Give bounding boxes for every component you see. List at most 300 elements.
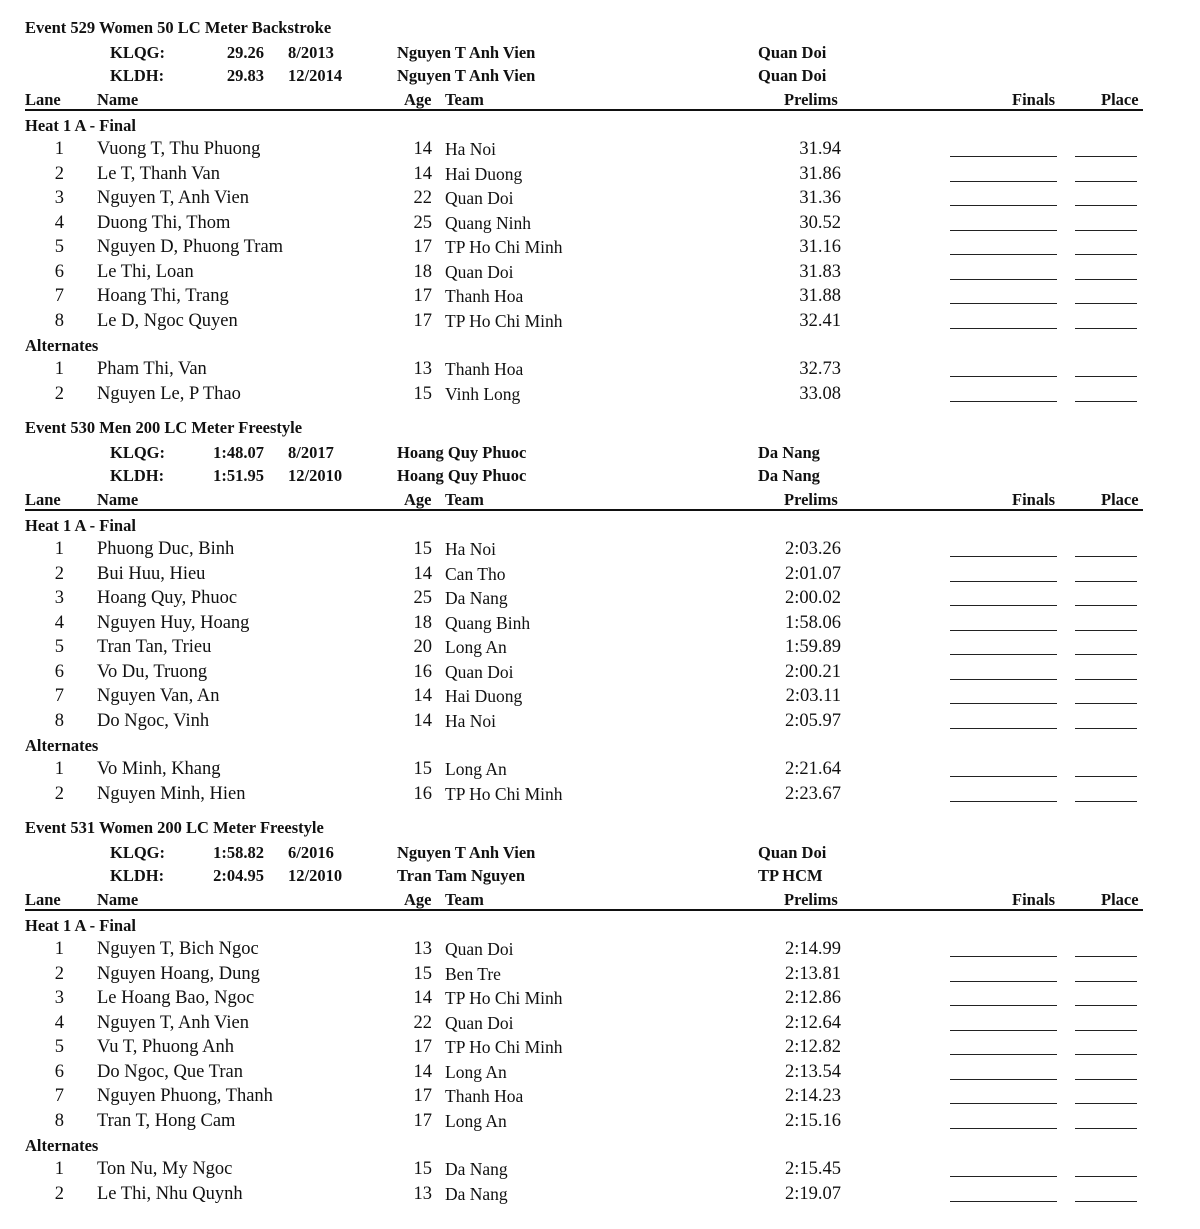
- record-date: 12/2014: [288, 66, 343, 85]
- table-row: [0, 686, 1200, 711]
- record-time: 29.26: [226, 43, 264, 62]
- swimmer-name: Nguyen Minh, Hien: [97, 783, 246, 804]
- record-team: Quan Doi: [758, 843, 827, 862]
- record-time: 1:58.82: [213, 843, 264, 862]
- record-holder: Tran Tam Nguyen: [397, 866, 526, 885]
- swimmer-age: 18: [413, 261, 432, 282]
- finals-blank: [950, 181, 1057, 182]
- prelims-time: 32.41: [799, 310, 841, 331]
- place-blank: [1075, 581, 1137, 582]
- record-holder: Nguyen T Anh Vien: [397, 43, 536, 62]
- place-blank: [1075, 703, 1137, 704]
- record-team: TP HCM: [758, 866, 823, 885]
- swimmer-name: Tran Tan, Trieu: [97, 637, 212, 657]
- record-team: Da Nang: [758, 443, 820, 462]
- place-blank: [1075, 728, 1137, 729]
- record-time: 1:48.07: [213, 443, 264, 462]
- swimmer-name: Le Thi, Nhu Quynh: [97, 1183, 243, 1204]
- lane-number: 7: [54, 1086, 64, 1106]
- finals-blank: [950, 728, 1057, 729]
- place-blank: [1075, 230, 1137, 231]
- swimmer-team: Quan Doi: [445, 939, 514, 959]
- finals-blank: [950, 679, 1057, 680]
- place-blank: [1075, 401, 1137, 402]
- swimmer-team: TP Ho Chi Minh: [445, 783, 563, 804]
- swimmer-name: Vuong T, Thu Phuong: [97, 139, 261, 159]
- swimmer-team: Hai Duong: [445, 686, 523, 706]
- finals-blank: [950, 654, 1057, 655]
- table-row: [0, 1013, 1200, 1038]
- lane-number: 2: [54, 563, 64, 584]
- finals-blank: [950, 1176, 1057, 1177]
- header-place: Place: [1101, 890, 1139, 909]
- prelims-time: 2:23.67: [784, 783, 841, 804]
- swimmer-age: 18: [413, 612, 432, 633]
- prelims-time: 2:00.21: [784, 661, 841, 682]
- swimmer-age: 15: [413, 1159, 432, 1179]
- place-blank: [1075, 956, 1137, 957]
- swimmer-team: Ben Tre: [445, 963, 501, 984]
- lane-number: 7: [54, 686, 64, 706]
- swimmer-name: Nguyen D, Phuong Tram: [97, 237, 284, 257]
- table-row: [0, 988, 1200, 1013]
- lane-number: 3: [54, 188, 64, 208]
- swimmer-age: 22: [413, 1012, 432, 1033]
- swimmer-age: 13: [413, 939, 432, 959]
- table-row: [0, 1037, 1200, 1062]
- swimmer-team: Quang Ninh: [445, 212, 532, 233]
- swimmer-name: Tran T, Hong Cam: [97, 1110, 236, 1131]
- swimmer-name: Le T, Thanh Van: [97, 163, 220, 184]
- swimmer-age: 14: [413, 1061, 432, 1082]
- lane-number: 8: [54, 1110, 64, 1131]
- lane-number: 2: [54, 783, 64, 804]
- table-row: [0, 1111, 1200, 1136]
- header-name: Name: [97, 490, 139, 509]
- swimmer-name: Vo Minh, Khang: [97, 759, 221, 779]
- swimmer-age: 22: [413, 188, 432, 208]
- lane-number: 7: [54, 286, 64, 306]
- header-prelims: Prelims: [784, 490, 838, 509]
- swimmer-age: 14: [413, 163, 432, 184]
- place-blank: [1075, 654, 1137, 655]
- place-blank: [1075, 776, 1137, 777]
- finals-blank: [950, 1201, 1057, 1202]
- prelims-time: 2:05.97: [784, 710, 841, 731]
- header-finals: Finals: [1012, 490, 1056, 509]
- record-label: KLQG:: [110, 43, 166, 62]
- heat-label: Heat 1 A - Final: [25, 916, 136, 935]
- swimmer-team: Quan Doi: [445, 1012, 514, 1033]
- place-blank: [1075, 1030, 1137, 1031]
- swimmer-age: 14: [413, 563, 432, 584]
- prelims-time: 2:12.64: [784, 1012, 841, 1033]
- swimmer-age: 15: [413, 383, 432, 404]
- place-blank: [1075, 801, 1137, 802]
- record-label: KLQG:: [110, 843, 166, 862]
- finals-blank: [950, 556, 1057, 557]
- lane-number: 2: [54, 383, 64, 404]
- table-row: [0, 188, 1200, 213]
- place-blank: [1075, 1201, 1137, 1202]
- record-label: KLQG:: [110, 443, 166, 462]
- place-blank: [1075, 254, 1137, 255]
- record-team: Quan Doi: [758, 43, 827, 62]
- swimmer-age: 15: [413, 539, 432, 559]
- swimmer-team: Hai Duong: [445, 163, 523, 184]
- lane-number: 6: [54, 261, 64, 282]
- finals-blank: [950, 703, 1057, 704]
- swimmer-team: Thanh Hoa: [445, 1086, 524, 1106]
- header-team: Team: [445, 890, 484, 909]
- record-time: 2:04.95: [213, 866, 264, 885]
- table-row: [0, 262, 1200, 287]
- lane-number: 4: [54, 212, 64, 233]
- swimmer-age: 15: [413, 759, 432, 779]
- finals-blank: [950, 605, 1057, 606]
- prelims-time: 2:00.02: [784, 588, 841, 608]
- prelims-time: 2:13.54: [784, 1061, 841, 1082]
- lane-number: 1: [54, 539, 64, 559]
- swimmer-team: Long An: [445, 637, 507, 657]
- lane-number: 6: [54, 1061, 64, 1082]
- prelims-time: 2:15.16: [784, 1110, 841, 1131]
- header-rule: [25, 109, 1143, 111]
- finals-blank: [950, 581, 1057, 582]
- place-blank: [1075, 1054, 1137, 1055]
- lane-number: 4: [54, 612, 64, 633]
- place-blank: [1075, 630, 1137, 631]
- table-row: [0, 213, 1200, 238]
- table-row: [0, 637, 1200, 662]
- header-rule: [25, 909, 1143, 911]
- swimmer-age: 14: [413, 988, 432, 1008]
- place-blank: [1075, 328, 1137, 329]
- finals-blank: [950, 956, 1057, 957]
- heat-label: Heat 1 A - Final: [25, 516, 136, 535]
- swimmer-age: 15: [413, 963, 432, 984]
- prelims-time: 32.73: [799, 359, 841, 379]
- swimmer-team: Long An: [445, 1061, 507, 1082]
- table-row: [0, 1086, 1200, 1111]
- finals-blank: [950, 303, 1057, 304]
- table-row: [0, 311, 1200, 336]
- swimmer-team: TP Ho Chi Minh: [445, 237, 563, 257]
- finals-blank: [950, 801, 1057, 802]
- header-name: Name: [97, 890, 139, 909]
- swimmer-age: 17: [413, 286, 432, 306]
- finals-blank: [950, 205, 1057, 206]
- place-blank: [1075, 556, 1137, 557]
- prelims-time: 31.86: [799, 163, 841, 184]
- prelims-time: 2:14.23: [784, 1086, 841, 1106]
- swimmer-name: Phuong Duc, Binh: [97, 539, 235, 559]
- event-title: Event 531 Women 200 LC Meter Freestyle: [25, 818, 324, 837]
- swimmer-team: Long An: [445, 1110, 507, 1131]
- table-row: [0, 784, 1200, 809]
- prelims-time: 30.52: [799, 212, 841, 233]
- swimmer-name: Ton Nu, My Ngoc: [97, 1159, 233, 1179]
- record-holder: Nguyen T Anh Vien: [397, 66, 536, 85]
- record-time: 1:51.95: [213, 466, 264, 485]
- swimmer-age: 14: [413, 710, 432, 731]
- swimmer-name: Do Ngoc, Vinh: [97, 710, 210, 731]
- swimmer-age: 16: [413, 783, 432, 804]
- finals-blank: [950, 1030, 1057, 1031]
- swimmer-name: Le Thi, Loan: [97, 261, 194, 282]
- place-blank: [1075, 1128, 1137, 1129]
- place-blank: [1075, 303, 1137, 304]
- swimmer-team: Quan Doi: [445, 661, 514, 682]
- record-label: KLDH:: [110, 866, 165, 885]
- swimmer-team: Ha Noi: [445, 539, 497, 559]
- swimmer-age: 17: [413, 310, 432, 331]
- place-blank: [1075, 679, 1137, 680]
- table-row: [0, 1159, 1200, 1184]
- header-prelims: Prelims: [784, 890, 838, 909]
- finals-blank: [950, 156, 1057, 157]
- table-row: [0, 384, 1200, 409]
- swimmer-age: 13: [413, 1183, 432, 1204]
- swimmer-age: 25: [413, 588, 432, 608]
- record-date: 12/2010: [288, 866, 343, 885]
- header-lane: Lane: [25, 90, 61, 109]
- lane-number: 3: [54, 588, 64, 608]
- swimmer-team: Thanh Hoa: [445, 359, 524, 379]
- table-row: [0, 759, 1200, 784]
- alternates-label: Alternates: [25, 736, 99, 755]
- table-row: [0, 359, 1200, 384]
- table-row: [0, 662, 1200, 687]
- finals-blank: [950, 776, 1057, 777]
- swimmer-age: 13: [413, 359, 432, 379]
- lane-number: 5: [54, 237, 64, 257]
- header-team: Team: [445, 490, 484, 509]
- prelims-time: 2:01.07: [784, 563, 841, 584]
- table-row: [0, 139, 1200, 164]
- record-date: 8/2017: [288, 443, 334, 462]
- swimmer-team: Quan Doi: [445, 188, 514, 208]
- finals-blank: [950, 230, 1057, 231]
- header-lane: Lane: [25, 490, 61, 509]
- swimmer-team: TP Ho Chi Minh: [445, 988, 563, 1008]
- lane-number: 8: [54, 710, 64, 731]
- finals-blank: [950, 1054, 1057, 1055]
- prelims-time: 2:15.45: [784, 1159, 841, 1179]
- record-date: 6/2016: [288, 843, 334, 862]
- prelims-time: 31.88: [799, 286, 841, 306]
- record-label: KLDH:: [110, 466, 165, 485]
- prelims-time: 2:03.26: [784, 539, 841, 559]
- swimmer-name: Nguyen T, Anh Vien: [97, 188, 250, 208]
- swimmer-team: Long An: [445, 759, 507, 779]
- alternates-label: Alternates: [25, 1136, 99, 1155]
- swimmer-team: TP Ho Chi Minh: [445, 1037, 563, 1057]
- lane-number: 8: [54, 310, 64, 331]
- record-holder: Nguyen T Anh Vien: [397, 843, 536, 862]
- finals-blank: [950, 630, 1057, 631]
- table-row: [0, 711, 1200, 736]
- prelims-time: 31.83: [799, 261, 841, 282]
- table-row: [0, 237, 1200, 262]
- header-name: Name: [97, 90, 139, 109]
- table-row: [0, 588, 1200, 613]
- swimmer-team: Vinh Long: [445, 383, 521, 404]
- swimmer-name: Bui Huu, Hieu: [97, 563, 206, 584]
- finals-blank: [950, 279, 1057, 280]
- record-time: 29.83: [226, 66, 264, 85]
- prelims-time: 1:58.06: [784, 612, 841, 633]
- swimmer-name: Nguyen T, Bich Ngoc: [97, 939, 259, 959]
- prelims-time: 1:59.89: [784, 637, 841, 657]
- lane-number: 5: [54, 637, 64, 657]
- prelims-time: 2:19.07: [784, 1183, 841, 1204]
- event-title: Event 529 Women 50 LC Meter Backstroke: [25, 18, 332, 37]
- swimmer-name: Nguyen Le, P Thao: [97, 383, 241, 404]
- swimmer-team: Ha Noi: [445, 139, 497, 159]
- header-team: Team: [445, 90, 484, 109]
- place-blank: [1075, 1176, 1137, 1177]
- record-holder: Hoang Quy Phuoc: [397, 466, 527, 485]
- place-blank: [1075, 181, 1137, 182]
- swimmer-age: 20: [413, 637, 432, 657]
- place-blank: [1075, 1103, 1137, 1104]
- finals-blank: [950, 1103, 1057, 1104]
- header-finals: Finals: [1012, 90, 1056, 109]
- table-row: [0, 164, 1200, 189]
- swimmer-team: Can Tho: [445, 563, 506, 584]
- finals-blank: [950, 401, 1057, 402]
- record-date: 8/2013: [288, 43, 334, 62]
- alternates-label: Alternates: [25, 336, 99, 355]
- swimmer-team: Thanh Hoa: [445, 286, 524, 306]
- record-date: 12/2010: [288, 466, 343, 485]
- header-age: Age: [404, 490, 432, 509]
- table-row: [0, 564, 1200, 589]
- prelims-time: 31.16: [799, 237, 841, 257]
- swimmer-name: Nguyen Hoang, Dung: [97, 963, 260, 984]
- swimmer-name: Do Ngoc, Que Tran: [97, 1061, 243, 1082]
- prelims-time: 31.94: [799, 139, 841, 159]
- table-row: [0, 613, 1200, 638]
- swimmer-team: Da Nang: [445, 1159, 508, 1179]
- lane-number: 2: [54, 1183, 64, 1204]
- swimmer-team: Da Nang: [445, 1183, 508, 1204]
- prelims-time: 2:21.64: [784, 759, 841, 779]
- swimmer-team: Ha Noi: [445, 710, 497, 731]
- record-label: KLDH:: [110, 66, 165, 85]
- swimmer-name: Nguyen Huy, Hoang: [97, 612, 250, 633]
- place-blank: [1075, 376, 1137, 377]
- prelims-time: 2:12.86: [784, 988, 841, 1008]
- table-row: [0, 964, 1200, 989]
- swimmer-name: Hoang Quy, Phuoc: [97, 588, 238, 608]
- header-rule: [25, 509, 1143, 511]
- lane-number: 1: [54, 939, 64, 959]
- header-place: Place: [1101, 490, 1139, 509]
- record-team: Da Nang: [758, 466, 820, 485]
- header-prelims: Prelims: [784, 90, 838, 109]
- place-blank: [1075, 1005, 1137, 1006]
- place-blank: [1075, 981, 1137, 982]
- record-team: Quan Doi: [758, 66, 827, 85]
- prelims-time: 2:14.99: [784, 939, 841, 959]
- swimmer-team: Quang Binh: [445, 612, 531, 633]
- lane-number: 5: [54, 1037, 64, 1057]
- header-lane: Lane: [25, 890, 61, 909]
- table-row: [0, 286, 1200, 311]
- place-blank: [1075, 605, 1137, 606]
- lane-number: 2: [54, 163, 64, 184]
- lane-number: 4: [54, 1012, 64, 1033]
- table-row: [0, 939, 1200, 964]
- prelims-time: 2:12.82: [784, 1037, 841, 1057]
- lane-number: 2: [54, 963, 64, 984]
- swimmer-name: Nguyen Phuong, Thanh: [97, 1086, 273, 1106]
- swimmer-age: 17: [413, 1037, 432, 1057]
- table-row: [0, 539, 1200, 564]
- swimmer-age: 16: [413, 661, 432, 682]
- finals-blank: [950, 376, 1057, 377]
- table-row: [0, 1184, 1200, 1209]
- swimmer-name: Nguyen T, Anh Vien: [97, 1012, 250, 1033]
- swimmer-age: 17: [413, 1110, 432, 1131]
- swimmer-age: 17: [413, 237, 432, 257]
- header-age: Age: [404, 90, 432, 109]
- event-title: Event 530 Men 200 LC Meter Freestyle: [25, 418, 303, 437]
- prelims-time: 33.08: [799, 383, 841, 404]
- lane-number: 1: [54, 359, 64, 379]
- prelims-time: 2:03.11: [785, 686, 841, 706]
- swimmer-team: Quan Doi: [445, 261, 514, 282]
- place-blank: [1075, 1079, 1137, 1080]
- swimmer-name: Nguyen Van, An: [97, 686, 220, 706]
- heat-label: Heat 1 A - Final: [25, 116, 136, 135]
- finals-blank: [950, 1005, 1057, 1006]
- place-blank: [1075, 156, 1137, 157]
- swimmer-name: Duong Thi, Thom: [97, 212, 231, 233]
- table-row: [0, 1062, 1200, 1087]
- swimmer-age: 14: [413, 686, 432, 706]
- header-age: Age: [404, 890, 432, 909]
- place-blank: [1075, 205, 1137, 206]
- swimmer-age: 25: [413, 212, 432, 233]
- finals-blank: [950, 254, 1057, 255]
- finals-blank: [950, 328, 1057, 329]
- record-holder: Hoang Quy Phuoc: [397, 443, 527, 462]
- swimmer-name: Pham Thi, Van: [97, 359, 207, 379]
- lane-number: 1: [54, 1159, 64, 1179]
- lane-number: 6: [54, 661, 64, 682]
- swimmer-age: 17: [413, 1086, 432, 1106]
- swimmer-name: Le Hoang Bao, Ngoc: [97, 988, 255, 1008]
- swimmer-name: Hoang Thi, Trang: [97, 286, 229, 306]
- swimmer-age: 14: [413, 139, 432, 159]
- prelims-time: 31.36: [799, 188, 841, 208]
- swimmer-name: Vu T, Phuong Anh: [97, 1037, 234, 1057]
- finals-blank: [950, 981, 1057, 982]
- swimmer-team: Da Nang: [445, 588, 508, 608]
- header-finals: Finals: [1012, 890, 1056, 909]
- lane-number: 1: [54, 139, 64, 159]
- lane-number: 3: [54, 988, 64, 1008]
- lane-number: 1: [54, 759, 64, 779]
- swimmer-name: Le D, Ngoc Quyen: [97, 310, 238, 331]
- header-place: Place: [1101, 90, 1139, 109]
- swimmer-team: TP Ho Chi Minh: [445, 310, 563, 331]
- swimmer-name: Vo Du, Truong: [97, 661, 208, 682]
- place-blank: [1075, 279, 1137, 280]
